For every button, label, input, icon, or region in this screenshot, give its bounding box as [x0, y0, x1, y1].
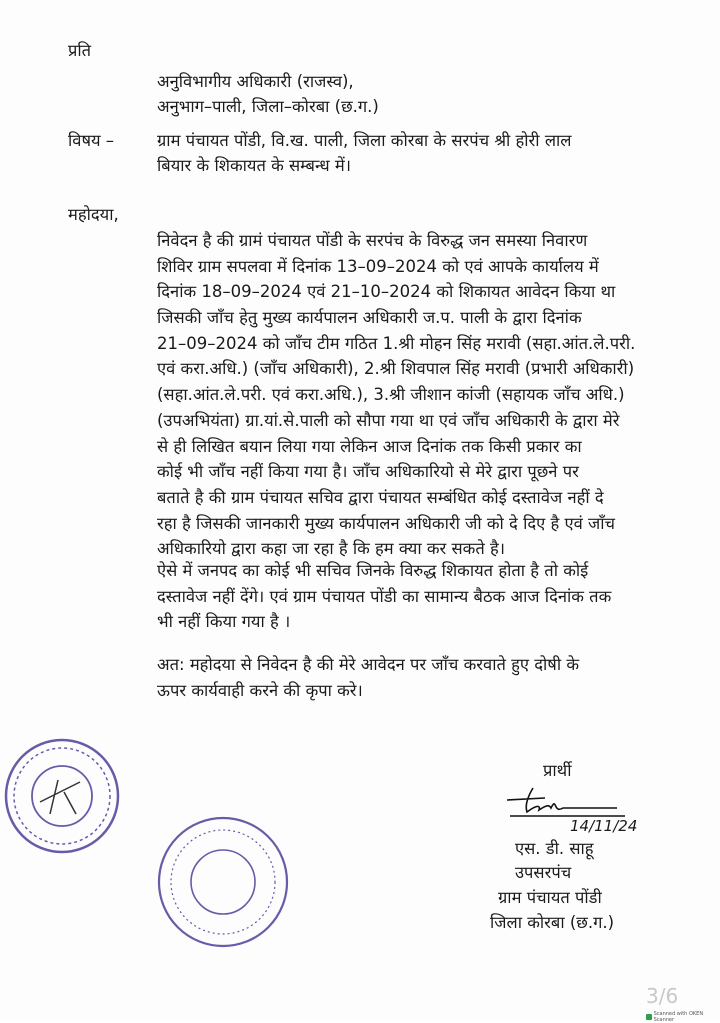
signature-date: 14/11/24: [570, 817, 638, 835]
page-number: 3/6: [646, 984, 679, 1008]
text-line: जिसकी जाँच हेतु मुख्य कार्यपालन अधिकारी ज.प. पाली के द्वारा दिनांक: [157, 308, 582, 328]
paragraph-3: [157, 652, 579, 703]
scanner-watermark: [646, 1011, 720, 1023]
text-line: भी नहीं किया गया है ।: [157, 612, 291, 632]
text-line: से ही लिखित बयान लिया गया लेकिन आज दिनांक तक किसी प्रकार का: [157, 436, 582, 456]
signature: [505, 786, 630, 820]
signer-name: एस. डी. साहू: [515, 839, 594, 858]
text-line: दिनांक 18–09–2024 एवं 21–10–2024 को शिकायत आवेदन किया था: [157, 282, 616, 302]
office-seal-left: [0, 732, 130, 862]
paragraph-2: [157, 558, 611, 635]
applicant-label: प्रार्थी: [543, 761, 572, 780]
salutation: महोदया,: [68, 205, 119, 224]
signer-designation: उपसरपंच: [515, 863, 572, 882]
signer-org: ग्राम पंचायत पोंडी: [498, 888, 602, 907]
recipient-line-1: अनुविभागीय अधिकारी (राजस्व),: [157, 72, 354, 91]
text-line: कोई भी जाँच नहीं किया गया है। जाँच अधिकारियो से मेरे द्वारा पूछने पर: [157, 462, 579, 482]
text-line: (सहा.आंत.ले.परी. एवं करा.अधि.), 3.श्री जीशान कांजी (सहायक जाँच अधि.): [157, 385, 625, 405]
text-line: एवं करा.अधि.) (जाँच अधिकारी), 2.श्री शिवपाल सिंह मरावी (प्रभारी अधिकारी): [157, 359, 635, 379]
scanner-logo-icon: [646, 1014, 652, 1020]
text-line: दस्तावेज नहीं देंगे। एवं ग्राम पंचायत पोंडी का सामान्य बैठक आज दिनांक तक: [157, 586, 612, 606]
subject-label: विषय –: [68, 131, 115, 150]
text-line: अत: महोदया से निवेदन है की मेरे आवेदन पर जाँच करवाते हुए दोषी के: [157, 655, 580, 674]
text-line: रहा है जिसकी जानकारी मुख्य कार्यपालन अधिकारी जी को दे दिए है एवं जाँच: [157, 513, 616, 533]
to-label: प्रति: [68, 41, 92, 60]
paragraph-1: [157, 228, 635, 562]
text-line: बताते है की ग्राम पंचायत सचिव द्वारा पंचायत सम्बंधित कोई दस्तावेज नहीं दे: [157, 487, 604, 507]
text-line: शिविर ग्राम सपलवा में दिनांक 13–09–2024 को एवं आपके कार्यालय में: [157, 256, 599, 276]
text-line: ऊपर कार्यवाही करने की कृपा करे।: [157, 680, 363, 700]
text-line: (उपअभियंता) ग्रा.यां.से.पाली को सौपा गया था एवं जाँच अधिकारी के द्वारा मेरे: [157, 410, 620, 430]
text-line: ऐसे में जनपद का कोई भी सचिव जिनके विरुद्ध शिकायत होता है तो कोई: [157, 561, 589, 580]
text-line: अधिकारियो द्वारा कहा जा रहा है कि हम क्या कर सकते है।: [157, 539, 505, 559]
office-seal-right: [155, 814, 291, 950]
text-line: निवेदन है की ग्रामं पंचायत पोंडी के सरपंच के विरुद्ध जन समस्या निवारण: [157, 231, 588, 250]
recipient-line-2: अनुभाग–पाली, जिला–कोरबा (छ.ग.): [157, 97, 379, 116]
scanner-watermark-text: Scanned with OKEN Scanner: [653, 1011, 704, 1023]
signer-district: जिला कोरबा (छ.ग.): [490, 913, 615, 932]
subject-line-1: ग्राम पंचायत पोंडी, वि.ख. पाली, जिला कोरबा के सरपंच श्री होरी लाल: [157, 131, 572, 150]
text-line: 21–09–2024 को जाँच टीम गठित 1.श्री मोहन सिंह मरावी (सहा.आंत.ले.परी.: [157, 333, 636, 353]
subject-line-2: बियार के शिकायत के सम्बन्ध में।: [157, 156, 352, 175]
